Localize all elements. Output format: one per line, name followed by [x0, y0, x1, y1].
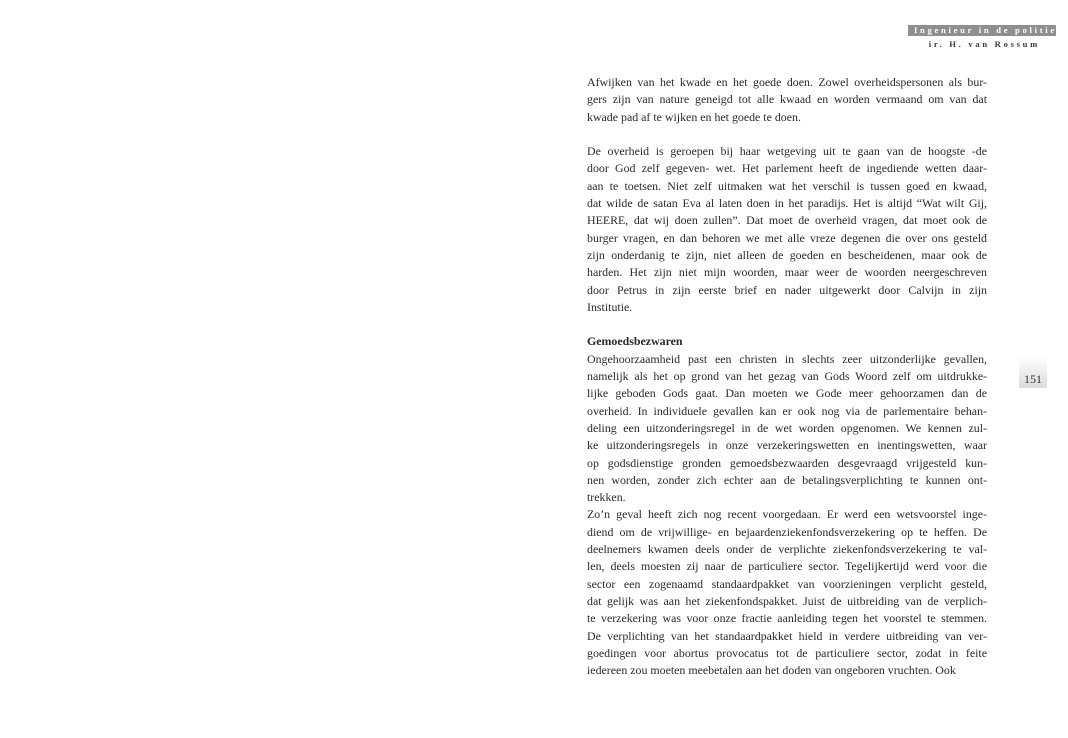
text-line: lijke geboden Gods gaat. Dan moeten we Gode meer gehoorzamen dan de [587, 386, 987, 401]
paragraph [587, 506, 987, 679]
text-line: overheid. In individuele gevallen kan er ook nog via de parlementaire behan- [587, 403, 987, 418]
text-line: diend om de vrijwillige- en bejaardenziekenfondsverzekering op te heffen. De [587, 524, 987, 539]
running-head [908, 25, 1065, 50]
text-line: trekken. [587, 490, 626, 505]
text-line: deling een uitzonderingsregel in de wet worden opgenomen. We kennen zul- [587, 420, 987, 435]
text-line: harden. Het zijn niet mijn woorden, maar weer de woorden neergeschreven [587, 265, 987, 280]
page-number-tab [1019, 356, 1047, 388]
text-line: dat gelijk was aan het ziekenfondspakket. Juist de uitbreiding van de verplich- [587, 593, 987, 608]
paragraph [587, 351, 987, 507]
text-line: Institutie. [587, 299, 633, 314]
text-line: len, deels moesten zij naar de particuliere sector. Tegelijkertijd werd voor die [587, 559, 987, 574]
paragraph [587, 74, 987, 126]
text-line: De verplichting van het standaardpakket hield in verdere uitbreiding van ver- [587, 628, 987, 643]
text-line: Zo’n geval heeft zich nog recent voorgedaan. Er werd een wetsvoorstel inge- [587, 507, 987, 522]
running-head-author: ir. H. van Rossum [928, 39, 1040, 49]
text-line: nen worden, zonder zich echter aan de betalingsverplichting te kunnen ont- [587, 472, 987, 487]
text-line: zijn onderdanig te zijn, niet alleen de goeden en bescheidenen, maar ook de [587, 247, 987, 262]
text-line: Ongehoorzaamheid past een christen in slechts zeer uitzonderlijke gevallen, [587, 351, 987, 366]
page-number: 151 [1024, 372, 1042, 386]
text-line: door God zelf gegeven- wet. Het parlement heeft de ingediende wetten daar- [587, 161, 987, 176]
text-line: gers zijn van nature geneigd tot alle kwaad en worden vermaand om van dat [587, 92, 987, 107]
text-line: ke uitzonderingsregels in onze verzekeringswetten en inentingswetten, waar [587, 438, 987, 453]
text-line: iedereen zou moeten meebetalen aan het doden van ongeboren vruchten. Ook [587, 663, 956, 678]
body-text-column [587, 74, 987, 679]
text-line: burger vragen, en dan behoren we met alle vreze degenen die over ons gesteld [587, 230, 987, 245]
section-heading: Gemoedsbezwaren [587, 334, 683, 349]
text-line: De overheid is geroepen bij haar wetgeving uit te gaan van de hoogste -de [587, 144, 987, 159]
text-line: HEERE, dat wij doen zullen”. Dat moet de overheid vragen, dat moet ook de [587, 213, 987, 228]
text-line: aan te toetsen. Niet zelf uitmaken wat het verschil is tussen goed en kwaad, [587, 178, 987, 193]
text-line: te verzekering was voor onze fractie aanleiding tegen het voorstel te stemmen. [587, 611, 987, 626]
text-line: kwade pad af te wijken en het goede te doen. [587, 109, 801, 124]
running-head-title: Ingenieur in de politiek [908, 25, 1056, 36]
text-line: door Petrus in zijn eerste brief en nader uitgewerkt door Calvijn in zijn [587, 282, 987, 297]
text-line: op godsdienstige gronden gemoedsbezwaarden desgevraagd vrijgesteld kun- [587, 455, 987, 470]
text-line: dat wilde de satan Eva al laten doen in het paradijs. Het is altijd “Wat wilt Gij, [587, 196, 987, 211]
paragraph [587, 143, 987, 316]
text-line: namelijk als het op grond van het gezag van Gods Woord zelf om uitdrukke- [587, 369, 987, 384]
text-line: Afwijken van het kwade en het goede doen. Zowel overheidspersonen als bur- [587, 75, 987, 89]
text-line: sector een zogenaamd standaardpakket van voorzieningen verplicht gesteld, [587, 576, 987, 591]
text-line: goedingen voor abortus provocatus tot de particuliere sector, zodat in feite [587, 645, 987, 660]
text-line: deelnemers kwamen deels onder de verplichte ziekenfondsverzekering te val- [587, 542, 987, 557]
